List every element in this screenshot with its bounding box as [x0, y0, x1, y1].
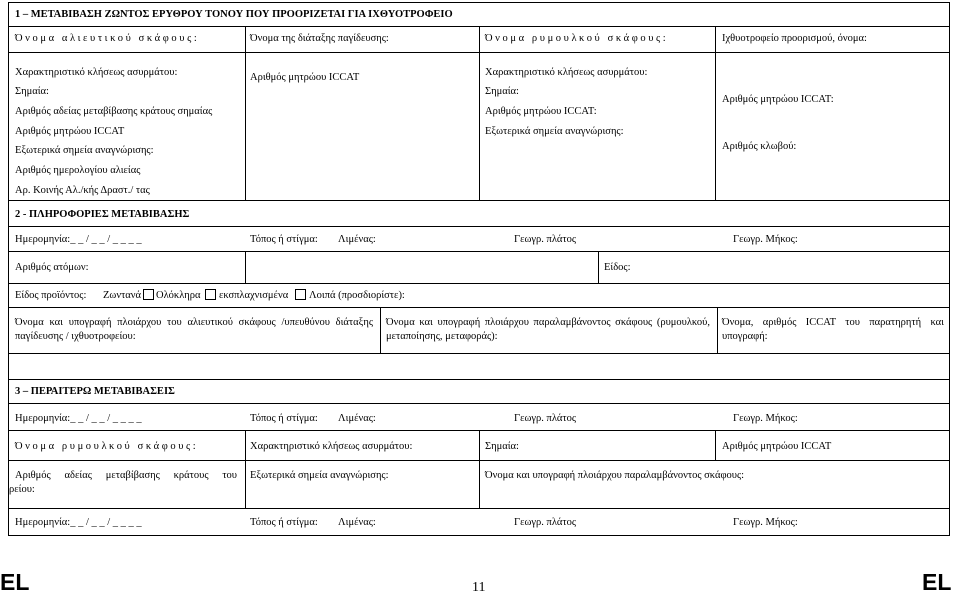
flag-label: Σημαία:: [15, 86, 49, 97]
iccat-label: Αριθμός μητρώου ICCAT: [15, 126, 125, 137]
product-type-label: Είδος προϊόντος:: [15, 290, 87, 301]
location-label: Τόπος ή στίγμα:: [250, 234, 318, 245]
column-divider: [479, 460, 480, 508]
fish-count-label: Αριθμός ατόμων:: [15, 262, 89, 273]
permit-label: Αριθμός αδείας μεταβίβασης κράτους σημαίας: [15, 106, 213, 117]
port-label: Λιμένας:: [338, 517, 376, 528]
latitude-label: Γεωγρ. πλάτος: [514, 517, 577, 528]
page-number: 11: [472, 580, 486, 595]
transfer-date-field[interactable]: Ημερομηνία:_ _ / _ _ / _ _ _ _: [15, 234, 142, 245]
species-label: Είδος:: [604, 262, 631, 273]
column-divider: [245, 430, 246, 508]
external-marks-label: Εξωτερικά σημεία αναγνώρισης:: [250, 470, 389, 481]
divider: [8, 226, 950, 227]
fishing-vessel-name-label: Όνομα αλιευτικού σκάφους:: [15, 33, 200, 44]
callsign-label: Χαρακτηριστικό κλήσεως ασυρμάτου:: [15, 67, 178, 78]
tug-flag-label: Σημαία:: [485, 441, 519, 452]
column-divider: [479, 430, 480, 460]
section1-title: 1 – ΜΕΤΑΒΙΒΑΣΗ ΖΩΝΤΟΣ ΕΡΥΘΡΟΥ ΤΟΝΟΥ ΠΟΥ ΠΡΟΟΡΙΖΕΤΑΙ ΓΙΑ ΙΧΘΥΟΤΡΟΦΕΙΟ: [15, 9, 453, 20]
tug-vessel-name-label: Όνομα ρυμουλκού σκάφους:: [15, 441, 199, 452]
permit-label: Αριθμός αδείας μεταβίβασης κράτους του: [15, 470, 237, 481]
tug-vessel-name-label: Όνομα ρυμουλκού σκάφους:: [485, 33, 669, 44]
divider: [8, 403, 950, 404]
divider: [8, 379, 950, 380]
tug-callsign-label: Χαρακτηριστικό κλήσεως ασυρμάτου:: [485, 67, 648, 78]
checkbox-whole[interactable]: [205, 289, 216, 300]
farm-destination-label: Ιχθυοτροφείο προορισμού, όνομα:: [722, 33, 867, 44]
farm-iccat-label: Αριθμός μητρώου ICCAT:: [722, 94, 834, 105]
footer-language-left: EL: [0, 569, 30, 595]
divider: [8, 307, 950, 308]
further-transfer-date-field[interactable]: Ημερομηνία:_ _ / _ _ / _ _ _ _: [15, 413, 142, 424]
divider: [8, 353, 950, 354]
column-divider: [380, 307, 381, 353]
product-option-whole: Ολόκληρα: [156, 290, 201, 301]
observer-signature-label: Όνομα, αριθμός ICCAT του παρατηρητή και υπογραφή:: [722, 317, 944, 342]
column-divider: [715, 26, 716, 200]
further-transfer-date-field-2[interactable]: Ημερομηνία:_ _ / _ _ / _ _ _ _: [15, 517, 142, 528]
section2-title: 2 - ΠΛΗΡΟΦΟΡΙΕΣ ΜΕΤΑΒΙΒΑΣΗΣ: [15, 209, 190, 220]
longitude-label: Γεωγρ. Μήκος:: [733, 234, 798, 245]
latitude-label: Γεωγρ. πλάτος: [514, 234, 577, 245]
divider: [8, 283, 950, 284]
tug-callsign-label: Χαρακτηριστικό κλήσεως ασυρμάτου:: [250, 441, 413, 452]
receiving-master-signature-label: Όνομα και υπογραφή πλοιάρχου παραλαμβάνοντος σκάφους (ρυμουλκού, μεταποίησης, μεταφοράς):: [386, 317, 710, 342]
trap-iccat-label: Αριθμός μητρώου ICCAT: [250, 72, 360, 83]
column-divider: [598, 251, 599, 283]
product-option-gutted: εκσπλαχνισμένα: [219, 290, 289, 301]
longitude-label: Γεωγρ. Μήκος:: [733, 413, 798, 424]
checkbox-live[interactable]: [143, 289, 154, 300]
divider: [8, 200, 950, 201]
column-divider: [479, 26, 480, 200]
tug-iccat-label: Αριθμός μητρώου ICCAT: [722, 441, 832, 452]
port-label: Λιμένας:: [338, 413, 376, 424]
tug-external-marks-label: Εξωτερικά σημεία αναγνώρισης:: [485, 126, 624, 137]
logbook-label: Αριθμός ημερολογίου αλιείας: [15, 165, 141, 176]
divider: [8, 251, 950, 252]
column-divider: [715, 430, 716, 460]
external-marks-label: Εξωτερικά σημεία αναγνώρισης:: [15, 145, 154, 156]
receiving-master-label: Όνομα και υπογραφή πλοιάρχου παραλαμβάνοντος σκάφους:: [485, 470, 745, 481]
longitude-label: Γεωγρ. Μήκος:: [733, 517, 798, 528]
checkbox-gutted[interactable]: [295, 289, 306, 300]
section3-title: 3 – ΠΕΡΑΙΤΕΡΩ ΜΕΤΑΒΙΒΑΣΕΙΣ: [15, 386, 175, 397]
latitude-label: Γεωγρ. πλάτος: [514, 413, 577, 424]
footer-language-right: EL: [922, 569, 952, 595]
jfo-label: Αρ. Κοινής Αλ./κής Δραστ./ τας: [15, 185, 150, 196]
column-divider: [245, 251, 246, 283]
port-label: Λιμένας:: [338, 234, 376, 245]
cage-number-label: Αριθμός κλωβού:: [722, 141, 797, 152]
tug-flag-label: Σημαία:: [485, 86, 519, 97]
divider: [8, 508, 950, 509]
permit-label-continuation: ρείου:: [9, 484, 35, 495]
location-label: Τόπος ή στίγμα:: [250, 517, 318, 528]
trap-name-label: Όνομα της διάταξης παγίδευσης:: [250, 33, 389, 44]
column-divider: [245, 26, 246, 200]
master-signature-label: Όνομα και υπογραφή πλοιάρχου του αλιευτικού σκάφους /υπευθύνου διάταξης παγίδευσης / ιχθυοτροφείου:: [15, 317, 373, 342]
product-option-live: Ζωντανά: [103, 290, 142, 301]
column-divider: [717, 307, 718, 353]
product-option-other: Λοιπά (προσδιορίστε):: [309, 290, 405, 301]
tug-iccat-label: Αριθμός μητρώου ICCAT:: [485, 106, 597, 117]
location-label: Τόπος ή στίγμα:: [250, 413, 318, 424]
